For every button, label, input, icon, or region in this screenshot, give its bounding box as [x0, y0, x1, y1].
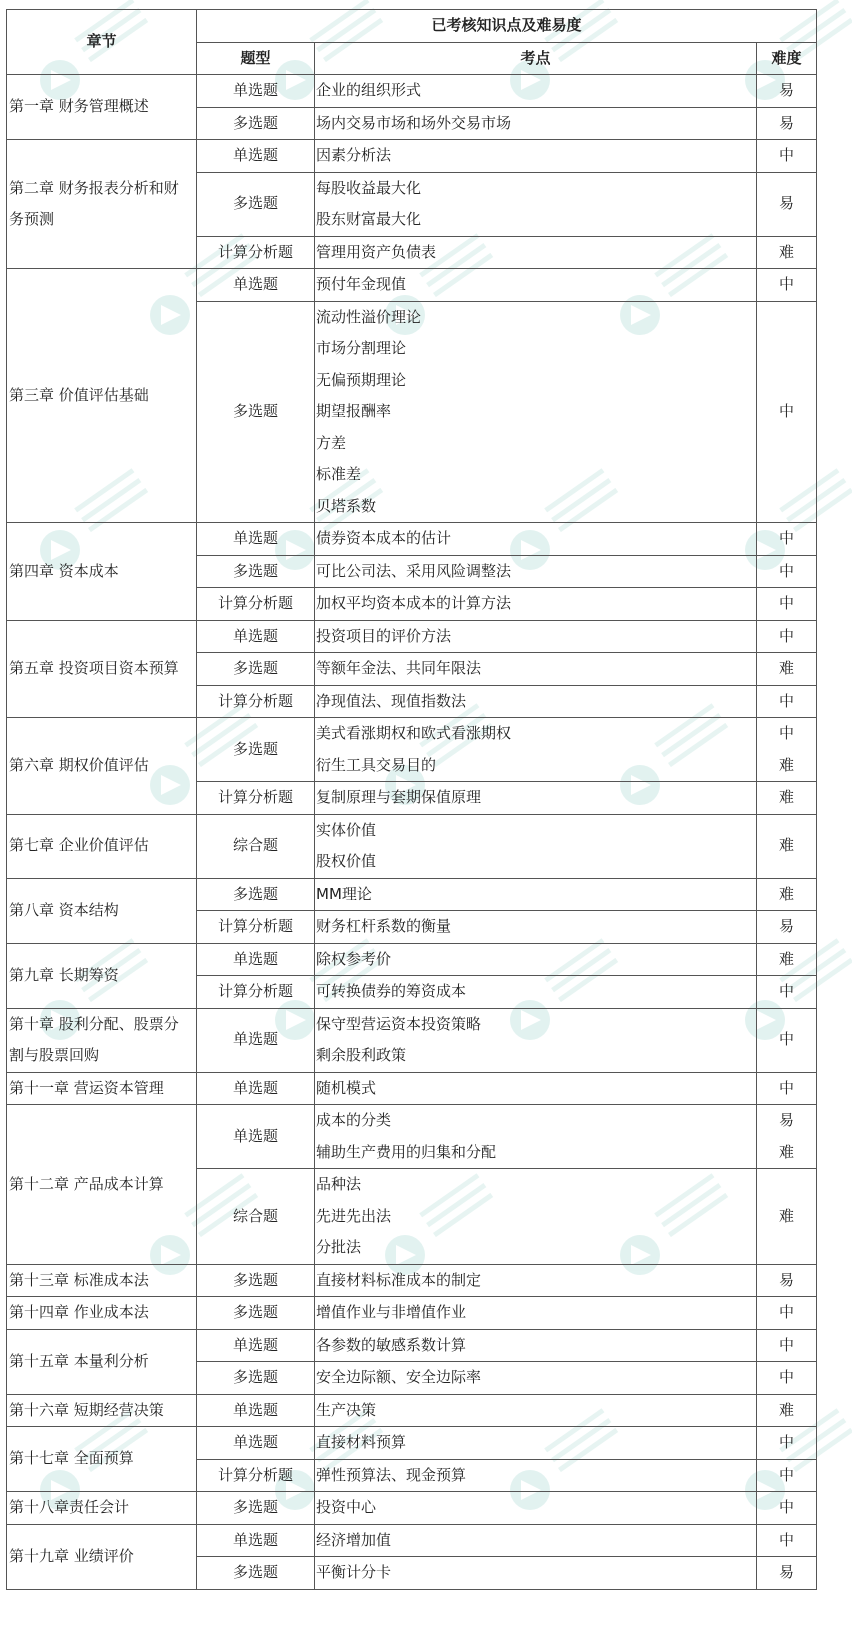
table-header: [7, 10, 817, 75]
chapter-name: 第一章 财务管理概述: [9, 97, 149, 116]
knowledge-point-cell: [315, 620, 757, 653]
header-difficulty: 难度: [757, 42, 817, 75]
knowledge-point-cell: [315, 1459, 757, 1492]
chapter-name: 第十四章 作业成本法: [9, 1303, 149, 1321]
question-type: 单选题: [197, 523, 315, 556]
knowledge-point: 标准差: [316, 465, 362, 483]
table-row: [7, 1264, 817, 1297]
chapter-name: 第五章 投资项目资本预算: [9, 659, 179, 677]
question-type: 单选题: [197, 1329, 315, 1362]
knowledge-point: 随机模式: [316, 1078, 377, 1097]
chapter-cell: [7, 878, 197, 943]
knowledge-point: 安全边际额、安全边际率: [316, 1368, 482, 1386]
difficulty-value: 中: [779, 594, 795, 612]
chapter-cell: [7, 75, 197, 140]
question-type: 单选题: [197, 1394, 315, 1427]
table-row: [7, 1297, 817, 1330]
knowledge-point: 股权价值: [316, 852, 377, 870]
difficulty-value: 难: [779, 788, 795, 806]
difficulty-cell: [757, 236, 817, 269]
chapter-cell: [7, 1427, 197, 1492]
knowledge-point-cell: [315, 1557, 757, 1590]
chapter-name: 第十章 股利分配、股票分: [9, 1014, 179, 1033]
chapter-cell: [7, 1394, 197, 1427]
question-type: 计算分析题: [197, 782, 315, 815]
chapter-name: 第十七章 全面预算: [9, 1449, 134, 1468]
difficulty-cell: [757, 107, 817, 140]
knowledge-point-cell: [315, 172, 757, 236]
knowledge-point-cell: [315, 140, 757, 173]
question-type: 单选题: [197, 269, 315, 302]
table-row: [7, 1427, 817, 1460]
header-group: 已考核知识点及难易度: [197, 10, 817, 43]
knowledge-point-cell: [315, 1169, 757, 1265]
question-type: 计算分析题: [197, 976, 315, 1009]
table-row: [7, 1524, 817, 1557]
table-row: [7, 1394, 817, 1427]
exam-knowledge-table: [6, 9, 817, 1590]
chapter-cell: [7, 1008, 197, 1072]
difficulty-value: 难: [779, 755, 795, 774]
question-type: 计算分析题: [197, 911, 315, 944]
question-type: 计算分析题: [197, 236, 315, 269]
chapter-cell: [7, 1297, 197, 1330]
question-type: 多选题: [197, 1492, 315, 1525]
question-type: 多选题: [197, 1264, 315, 1297]
knowledge-point: 财务杠杆系数的衡量: [316, 917, 452, 935]
table-row: [7, 75, 817, 108]
table-row: [7, 140, 817, 173]
knowledge-point-cell: [315, 1427, 757, 1460]
knowledge-point: 等额年金法、共同年限法: [316, 659, 482, 677]
knowledge-point: 平衡计分卡: [316, 1563, 392, 1581]
table-row: [7, 814, 817, 878]
question-type: 多选题: [197, 718, 315, 782]
knowledge-point-cell: [315, 75, 757, 108]
chapter-cell: [7, 620, 197, 718]
question-type: 多选题: [197, 1362, 315, 1395]
table-body: [7, 75, 817, 1590]
knowledge-point: 衍生工具交易目的: [316, 755, 437, 774]
chapter-name: 第十五章 本量利分析: [9, 1351, 149, 1370]
difficulty-value: 易: [779, 917, 795, 935]
knowledge-point: 直接材料标准成本的制定: [316, 1270, 482, 1289]
chapter-name: 第九章 长期筹资: [9, 965, 119, 984]
chapter-name: 务预测: [9, 210, 55, 228]
chapter-cell: [7, 140, 197, 269]
knowledge-point-cell: [315, 236, 757, 269]
difficulty-cell: [757, 782, 817, 815]
knowledge-point-cell: [315, 718, 757, 782]
knowledge-point: 市场分割理论: [316, 339, 407, 357]
knowledge-point: 各参数的敏感系数计算: [316, 1335, 467, 1354]
chapter-name: 第十二章 产品成本计算: [9, 1174, 164, 1193]
knowledge-point-cell: [315, 523, 757, 556]
knowledge-point: 成本的分类: [316, 1111, 392, 1129]
knowledge-point-cell: [315, 1362, 757, 1395]
question-type: 多选题: [197, 301, 315, 523]
difficulty-value: 中: [779, 724, 795, 742]
chapter-cell: [7, 718, 197, 815]
knowledge-point-cell: [315, 911, 757, 944]
knowledge-point-cell: [315, 1105, 757, 1169]
knowledge-point-cell: [315, 1394, 757, 1427]
knowledge-point: 期望报酬率: [316, 402, 392, 420]
question-type: 单选题: [197, 1072, 315, 1105]
chapter-cell: [7, 269, 197, 523]
difficulty-cell: [757, 1427, 817, 1460]
difficulty-value: 中: [779, 982, 795, 1000]
difficulty-cell: [757, 911, 817, 944]
table-row: [7, 878, 817, 911]
difficulty-value: 易: [779, 1111, 795, 1129]
knowledge-point: 分批法: [316, 1238, 362, 1256]
difficulty-value: 易: [779, 113, 795, 132]
question-type: 单选题: [197, 1008, 315, 1072]
question-type: 单选题: [197, 75, 315, 108]
knowledge-point: 投资项目的评价方法: [316, 626, 452, 645]
table-row: [7, 718, 817, 782]
table-row: [7, 620, 817, 653]
knowledge-point: 加权平均资本成本的计算方法: [316, 594, 512, 612]
knowledge-point-cell: [315, 1008, 757, 1072]
knowledge-point-cell: [315, 107, 757, 140]
difficulty-cell: [757, 555, 817, 588]
difficulty-cell: [757, 814, 817, 878]
chapter-cell: [7, 1329, 197, 1394]
chapter-cell: [7, 943, 197, 1008]
knowledge-point-cell: [315, 943, 757, 976]
difficulty-value: 难: [779, 1142, 795, 1161]
chapter-name: 第六章 期权价值评估: [9, 756, 149, 774]
table-row: [7, 1072, 817, 1105]
difficulty-cell: [757, 878, 817, 911]
chapter-name: 第十六章 短期经营决策: [9, 1400, 164, 1419]
difficulty-cell: [757, 620, 817, 653]
knowledge-point: 美式看涨期权和欧式看涨期权: [316, 724, 512, 742]
chapter-name: 第四章 资本成本: [9, 561, 119, 580]
chapter-cell: [7, 1492, 197, 1525]
knowledge-point-cell: [315, 1329, 757, 1362]
knowledge-point-cell: [315, 269, 757, 302]
knowledge-point: 流动性溢价理论: [316, 307, 422, 326]
knowledge-point: 实体价值: [316, 820, 377, 839]
question-type: 单选题: [197, 1524, 315, 1557]
knowledge-point-cell: [315, 555, 757, 588]
knowledge-point: 可比公司法、采用风险调整法: [316, 561, 512, 580]
difficulty-cell: [757, 140, 817, 173]
difficulty-value: 难: [779, 1400, 795, 1419]
difficulty-cell: [757, 1008, 817, 1072]
difficulty-value: 难: [779, 836, 795, 855]
difficulty-value: 中: [779, 1498, 795, 1516]
knowledge-point: 经济增加值: [316, 1530, 392, 1549]
knowledge-point: 剩余股利政策: [316, 1046, 407, 1064]
difficulty-value: 中: [779, 626, 795, 645]
difficulty-cell: [757, 1169, 817, 1265]
difficulty-value: 易: [779, 194, 795, 213]
difficulty-value: 中: [779, 1433, 795, 1451]
knowledge-point: 场内交易市场和场外交易市场: [316, 113, 512, 132]
knowledge-point: 辅助生产费用的归集和分配: [316, 1142, 497, 1161]
knowledge-point: 直接材料预算: [316, 1433, 407, 1451]
question-type: 单选题: [197, 1427, 315, 1460]
knowledge-point: 除权参考价: [316, 949, 392, 968]
knowledge-point: 净现值法、现值指数法: [316, 691, 467, 710]
question-type: 单选题: [197, 943, 315, 976]
knowledge-point-cell: [315, 1524, 757, 1557]
question-type: 多选题: [197, 172, 315, 236]
question-type: 多选题: [197, 107, 315, 140]
chapter-name: 第十三章 标准成本法: [9, 1270, 149, 1289]
difficulty-cell: [757, 976, 817, 1009]
difficulty-value: 易: [779, 1563, 795, 1581]
difficulty-value: 中: [779, 1335, 795, 1354]
difficulty-value: 中: [779, 561, 795, 580]
chapter-cell: [7, 523, 197, 621]
question-type: 计算分析题: [197, 588, 315, 621]
knowledge-point: 复制原理与套期保值原理: [316, 788, 482, 806]
question-type: 多选题: [197, 1297, 315, 1330]
difficulty-value: 难: [779, 884, 795, 903]
question-type: 单选题: [197, 1105, 315, 1169]
question-type: 单选题: [197, 140, 315, 173]
table-row: [7, 1105, 817, 1169]
difficulty-cell: [757, 1394, 817, 1427]
difficulty-cell: [757, 1297, 817, 1330]
header-type: 题型: [197, 42, 315, 75]
difficulty-value: 中: [779, 1030, 795, 1049]
knowledge-point-cell: [315, 685, 757, 718]
chapter-cell: [7, 814, 197, 878]
difficulty-cell: [757, 75, 817, 108]
difficulty-cell: [757, 523, 817, 556]
difficulty-cell: [757, 172, 817, 236]
chapter-name: 第七章 企业价值评估: [9, 836, 149, 855]
knowledge-point: 企业的组织形式: [316, 81, 422, 99]
question-type: 多选题: [197, 555, 315, 588]
difficulty-value: 中: [779, 1368, 795, 1386]
table-row: [7, 1492, 817, 1525]
knowledge-point: 品种法: [316, 1175, 362, 1193]
difficulty-cell: [757, 1264, 817, 1297]
knowledge-point-cell: [315, 588, 757, 621]
knowledge-point: 可转换债券的筹资成本: [316, 982, 467, 1000]
table-row: [7, 1329, 817, 1362]
difficulty-value: 难: [779, 242, 795, 261]
difficulty-value: 易: [779, 1270, 795, 1289]
question-type: 多选题: [197, 1557, 315, 1590]
knowledge-point: 股东财富最大化: [316, 210, 422, 228]
knowledge-point-cell: [315, 301, 757, 523]
chapter-name: 割与股票回购: [9, 1046, 100, 1064]
difficulty-value: 难: [779, 1206, 795, 1225]
table-row: [7, 943, 817, 976]
question-type: 计算分析题: [197, 1459, 315, 1492]
knowledge-point: 保守型营运资本投资策略: [316, 1014, 482, 1033]
chapter-name: 第二章 财务报表分析和财: [9, 178, 179, 197]
chapter-name: 第十八章责任会计: [9, 1498, 130, 1516]
difficulty-cell: [757, 269, 817, 302]
difficulty-value: 中: [779, 1303, 795, 1321]
knowledge-point: 生产决策: [316, 1400, 377, 1419]
difficulty-cell: [757, 1492, 817, 1525]
knowledge-point-cell: [315, 1264, 757, 1297]
header-point: 考点: [315, 42, 757, 75]
knowledge-point: 先进先出法: [316, 1206, 392, 1225]
difficulty-value: 中: [779, 1465, 795, 1484]
knowledge-point-cell: [315, 814, 757, 878]
knowledge-point-cell: [315, 653, 757, 686]
knowledge-point-cell: [315, 1072, 757, 1105]
chapter-name: 第十一章 营运资本管理: [9, 1078, 164, 1097]
chapter-cell: [7, 1524, 197, 1589]
knowledge-point: 预付年金现值: [316, 275, 407, 293]
knowledge-point: 因素分析法: [316, 146, 392, 164]
difficulty-value: 中: [779, 1530, 795, 1549]
knowledge-point-cell: [315, 878, 757, 911]
table-row: [7, 269, 817, 302]
question-type: 多选题: [197, 653, 315, 686]
difficulty-value: 难: [779, 949, 795, 968]
chapter-cell: [7, 1072, 197, 1105]
chapter-name: 第八章 资本结构: [9, 900, 119, 919]
knowledge-point: 方差: [316, 433, 347, 452]
difficulty-cell: [757, 1362, 817, 1395]
difficulty-value: 中: [779, 402, 795, 420]
difficulty-value: 难: [779, 659, 795, 677]
knowledge-point: 贝塔系数: [316, 496, 377, 515]
difficulty-value: 中: [779, 1078, 795, 1097]
knowledge-point-cell: [315, 976, 757, 1009]
difficulty-cell: [757, 1105, 817, 1169]
difficulty-cell: [757, 943, 817, 976]
chapter-cell: [7, 1264, 197, 1297]
difficulty-cell: [757, 1072, 817, 1105]
difficulty-cell: [757, 1459, 817, 1492]
difficulty-value: 易: [779, 81, 795, 99]
knowledge-point-cell: [315, 1492, 757, 1525]
difficulty-cell: [757, 685, 817, 718]
difficulty-cell: [757, 1557, 817, 1590]
knowledge-point: 弹性预算法、现金预算: [316, 1465, 467, 1484]
difficulty-value: 中: [779, 691, 795, 710]
difficulty-cell: [757, 588, 817, 621]
question-type: 综合题: [197, 1169, 315, 1265]
knowledge-point: 无偏预期理论: [316, 370, 407, 389]
difficulty-cell: [757, 1524, 817, 1557]
question-type: 多选题: [197, 878, 315, 911]
knowledge-point-cell: [315, 782, 757, 815]
question-type: 单选题: [197, 620, 315, 653]
knowledge-point-cell: [315, 1297, 757, 1330]
chapter-name: 第三章 价值评估基础: [9, 385, 149, 404]
header-chapter: 章节: [7, 10, 197, 75]
difficulty-value: 中: [779, 529, 795, 547]
table-row: [7, 523, 817, 556]
chapter-name: 第十九章 业绩评价: [9, 1546, 134, 1565]
knowledge-point: MM理论: [316, 884, 372, 903]
knowledge-point: 投资中心: [316, 1498, 377, 1516]
difficulty-cell: [757, 1329, 817, 1362]
knowledge-point: 债券资本成本的估计: [316, 529, 452, 547]
knowledge-point: 每股收益最大化: [316, 178, 422, 197]
knowledge-point: 增值作业与非增值作业: [316, 1303, 467, 1321]
difficulty-value: 中: [779, 275, 795, 293]
difficulty-cell: [757, 301, 817, 523]
knowledge-point: 管理用资产负债表: [316, 242, 437, 261]
question-type: 计算分析题: [197, 685, 315, 718]
question-type: 综合题: [197, 814, 315, 878]
chapter-cell: [7, 1105, 197, 1265]
difficulty-value: 中: [779, 146, 795, 164]
difficulty-cell: [757, 718, 817, 782]
table-row: [7, 1008, 817, 1072]
difficulty-cell: [757, 653, 817, 686]
